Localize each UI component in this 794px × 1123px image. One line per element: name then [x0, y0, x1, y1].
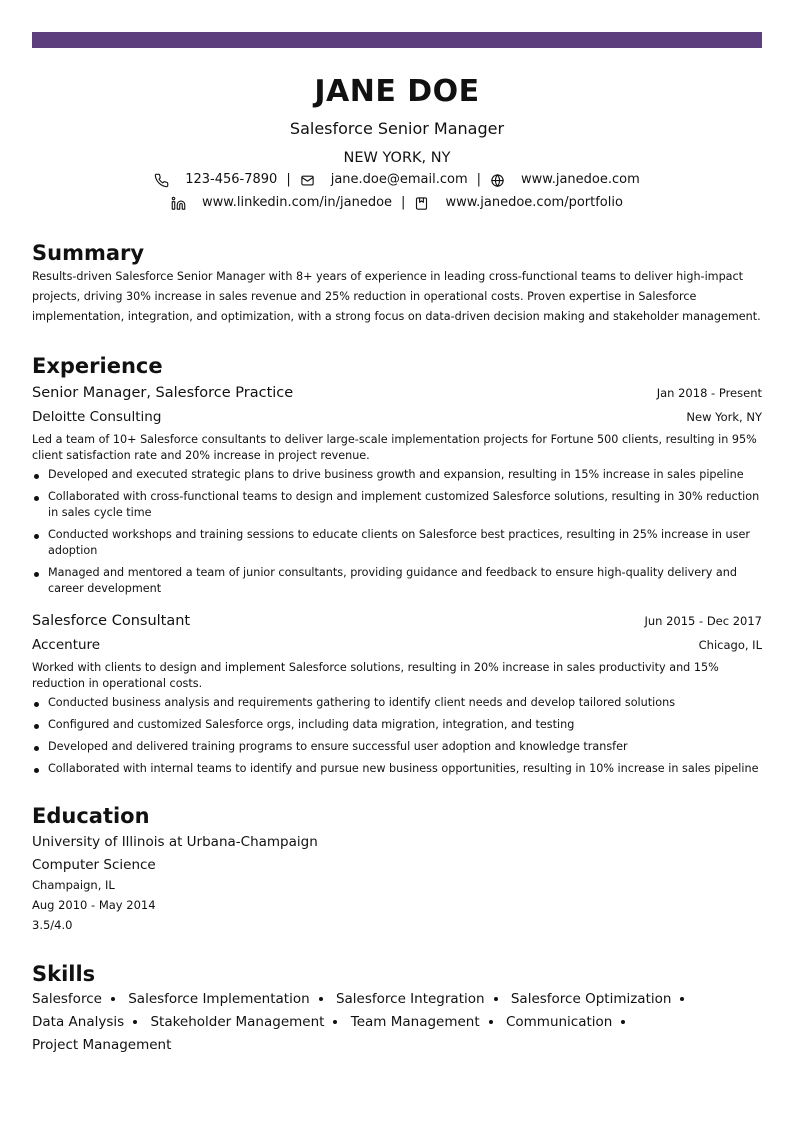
linkedin-text: www.linkedin.com/in/janedoe: [202, 195, 393, 210]
separator: |: [286, 172, 291, 187]
email-contact[interactable]: [300, 169, 468, 191]
job-company-row: [32, 407, 762, 427]
experience-heading: Experience: [32, 354, 163, 378]
skill-item: Team Management: [350, 1014, 480, 1030]
mail-icon: [300, 173, 315, 188]
globe-icon: [490, 173, 505, 188]
bullet-dot: [621, 1020, 625, 1024]
bullet-dot: [680, 997, 684, 1001]
education-school: University of Illinois at Urbana-Champaign: [32, 834, 318, 850]
summary-text: Results-driven Salesforce Senior Manager with 8+ years of experience in leading cross-functional teams to deliver high-impact projects, driving 30% increase in sales revenue and 25% reduction in operational costs. Proven expertise in Salesforce implementation, integration, and optimization, with a strong focus on data-driven decision making and stakeholder management.: [32, 270, 761, 323]
portfolio-contact[interactable]: [414, 192, 623, 214]
website-text: www.janedoe.com: [521, 172, 640, 187]
skills-list: [32, 988, 762, 1057]
job-title: Senior Manager, Salesforce Practice: [32, 385, 294, 401]
separator: |: [476, 172, 481, 187]
linkedin-contact[interactable]: [171, 192, 392, 214]
job-entry: [32, 383, 762, 597]
job-location: New York, NY: [686, 410, 762, 424]
skill-item: Salesforce Integration: [335, 991, 485, 1007]
job-title: Salesforce Consultant: [32, 613, 191, 629]
job-dates: Jan 2018 - Present: [656, 386, 762, 400]
skill-item: Stakeholder Management: [150, 1014, 325, 1030]
education-location: Champaign, IL: [32, 878, 115, 892]
bullet-item: Configured and customized Salesforce orgs, including data migration, integration, and testing: [32, 717, 762, 733]
job-location: Chicago, IL: [698, 638, 762, 652]
job-company: Accenture: [32, 637, 101, 653]
job-company: Deloitte Consulting: [32, 409, 162, 425]
bullet-dot: [333, 1020, 337, 1024]
resume-page: [32, 32, 762, 1057]
bullet-item: Collaborated with cross-functional teams to design and implement customized Salesforce solutions, resulting in 30% reduction in sales cycle time: [32, 489, 762, 521]
bullet-item: Managed and mentored a team of junior consultants, providing guidance and feedback to ensure high-quality delivery and career development: [32, 565, 762, 597]
bullet-dot: [111, 997, 115, 1001]
bullet-dot: [489, 1020, 493, 1024]
education-dates: Aug 2010 - May 2014: [32, 898, 156, 912]
education-field: Computer Science: [32, 857, 156, 873]
accent-bar: [32, 32, 762, 48]
skill-item: Salesforce Optimization: [510, 991, 672, 1007]
job-dates: Jun 2015 - Dec 2017: [644, 614, 762, 628]
candidate-location: NEW YORK, NY: [343, 150, 451, 166]
phone-icon: [154, 173, 169, 188]
candidate-name: JANE DOE: [314, 74, 480, 109]
bullet-dot: [133, 1020, 137, 1024]
phone-contact[interactable]: [154, 169, 277, 191]
job-bullets: [32, 695, 762, 777]
education-heading: Education: [32, 804, 150, 828]
email-text: jane.doe@email.com: [330, 172, 468, 187]
bullet-dot: [319, 997, 323, 1001]
job-company-row: [32, 635, 762, 655]
bullet-item: Developed and delivered training programs to ensure successful user adoption and knowledge transfer: [32, 739, 762, 755]
summary-heading: Summary: [32, 241, 145, 265]
job-bullets: [32, 467, 762, 597]
job-header: [32, 383, 762, 403]
skill-item: Data Analysis: [32, 1014, 125, 1030]
skills-heading: Skills: [32, 962, 96, 986]
contact-row-primary: [32, 169, 762, 191]
job-entry: [32, 611, 762, 777]
portfolio-text: www.janedoe.com/portfolio: [445, 195, 623, 210]
portfolio-icon: [414, 196, 429, 211]
skill-item: Project Management: [32, 1037, 172, 1053]
bullet-item: Conducted workshops and training sessions to educate clients on Salesforce best practices, resulting in 25% increase in user adoption: [32, 527, 762, 559]
separator: |: [401, 195, 406, 210]
skill-item: Salesforce: [32, 991, 102, 1007]
job-header: [32, 611, 762, 631]
job-description: Worked with clients to design and implement Salesforce solutions, resulting in 20% increase in sales productivity and 15% reduction in operational costs.: [32, 661, 719, 690]
phone-text: 123-456-7890: [185, 172, 278, 187]
bullet-dot: [494, 997, 498, 1001]
candidate-title: Salesforce Senior Manager: [289, 119, 505, 138]
skill-item: Salesforce Implementation: [128, 991, 310, 1007]
skill-item: Communication: [505, 1014, 613, 1030]
bullet-item: Conducted business analysis and requirements gathering to identify client needs and develop tailored solutions: [32, 695, 762, 711]
linkedin-icon: [171, 196, 186, 211]
job-description: Led a team of 10+ Salesforce consultants to deliver large-scale implementation projects for Fortune 500 clients, resulting in 95% client satisfaction rate and 20% increase in project revenue.: [32, 433, 757, 462]
education-gpa: 3.5/4.0: [32, 918, 73, 932]
bullet-item: Developed and executed strategic plans to drive business growth and expansion, resulting in 15% increase in sales pipeline: [32, 467, 762, 483]
website-contact[interactable]: [490, 169, 640, 191]
contact-row-secondary: [32, 192, 762, 214]
bullet-item: Collaborated with internal teams to identify and pursue new business opportunities, resulting in 10% increase in sales pipeline: [32, 761, 762, 777]
